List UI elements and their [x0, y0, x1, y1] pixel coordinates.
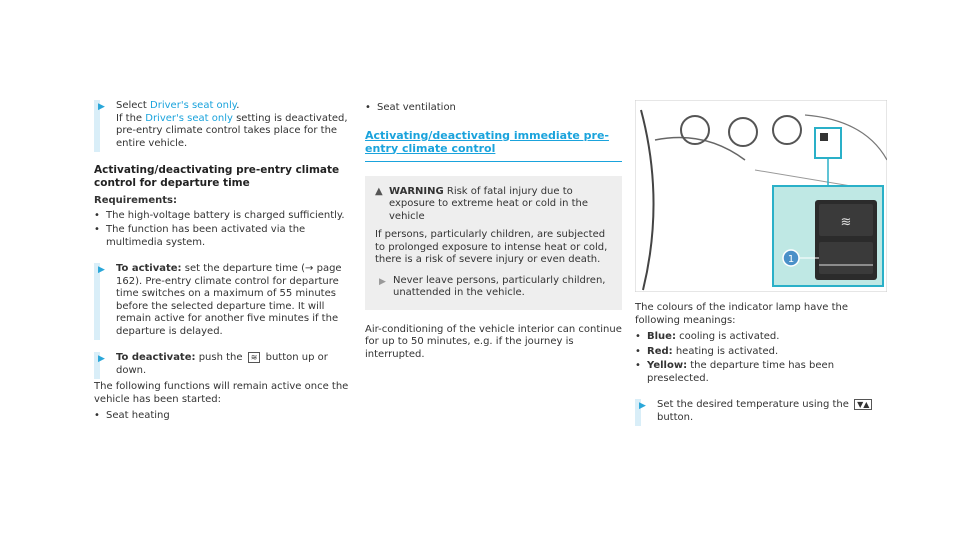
warning-box: [365, 176, 622, 310]
warning-step: ▶ Never leave persons, particularly children, unattended in the vehicle.: [379, 274, 606, 298]
step-text: push the: [198, 352, 243, 363]
column-left: [94, 100, 356, 425]
warning-title: WARNING: [389, 185, 444, 197]
menu-link-drivers-seat-only[interactable]: Driver's seat only: [145, 112, 233, 124]
list-item: • Seat ventilation: [365, 102, 456, 113]
step-arrow-icon: ▶: [98, 354, 105, 364]
paragraph: The colours of the indicator lamp have the following meanings:: [635, 302, 849, 326]
step-text: button up or down.: [116, 352, 328, 376]
seat-heat-icon: ≋: [248, 352, 261, 363]
list-item: • Yellow: the departure time has been preselected.: [635, 360, 835, 384]
step-arrow-icon: ▶: [639, 401, 646, 411]
step-arrow-icon: ▶: [379, 276, 386, 287]
section-subheading: Activating/deactivating immediate pre-entry climate control: [365, 129, 622, 162]
requirements-label: Requirements:: [94, 195, 177, 206]
warning-icon: ▲: [375, 185, 383, 197]
step-deactivate: [94, 352, 356, 377]
step-text: setting is deactivated, pre-entry climate control takes place for the entire vehicle.: [116, 112, 348, 149]
step-text: If the: [116, 112, 143, 124]
dashboard-illustration: [635, 100, 887, 292]
list-item: • Seat heating: [94, 410, 170, 421]
step-activate: [94, 263, 356, 338]
punctuation: .: [236, 100, 240, 111]
step-arrow-icon: ▶: [98, 102, 105, 112]
column-middle: [365, 100, 622, 361]
svg-text:≋: ≋: [840, 215, 852, 230]
dashboard-photo: [635, 100, 887, 292]
callout-1: 1: [787, 254, 795, 265]
paragraph: The following functions will remain active once the vehicle has been started:: [94, 381, 349, 405]
step-set-temperature: ▶ Set the desired temperature using the ▼▲ button.: [635, 399, 887, 424]
step-select-driver-seat: [94, 100, 356, 150]
menu-link-drivers-seat-only[interactable]: Driver's seat only: [150, 100, 237, 111]
paragraph: Air-conditioning of the vehicle interior can continue for up to 50 minutes, e.g. if the journey is interrupted.: [365, 323, 622, 360]
section-heading: Activating/deactivating pre-entry climate control for departure time: [94, 164, 340, 189]
step-text: Select: [116, 100, 147, 111]
activate-label: To activate:: [116, 263, 182, 274]
warning-text: Risk of fatal injury due to exposure to extreme heat or cold in the vehicle: [389, 185, 589, 222]
deactivate-label: To deactivate:: [116, 352, 196, 363]
temperature-up-down-icon: ▼▲: [854, 399, 872, 410]
list-item: • The function has been activated via the multimedia system.: [94, 224, 306, 248]
warning-body: If persons, particularly children, are subjected to prolonged exposure to intense heat or cold, there is a risk of severe injury or even death.: [375, 229, 608, 265]
column-right: [635, 120, 887, 438]
step-arrow-icon: ▶: [98, 265, 105, 275]
step-text: set the departure time (→ page 162). Pre-entry climate control for departure time switches on a maximum of 55 minutes before the selected departure time. It will remain active for another five minutes if the departure is delayed.: [116, 263, 342, 337]
list-item: • The high-voltage battery is charged sufficiently.: [94, 209, 345, 221]
list-item: • Red: heating is activated.: [635, 345, 779, 357]
list-item: • Blue: cooling is activated.: [635, 331, 780, 342]
